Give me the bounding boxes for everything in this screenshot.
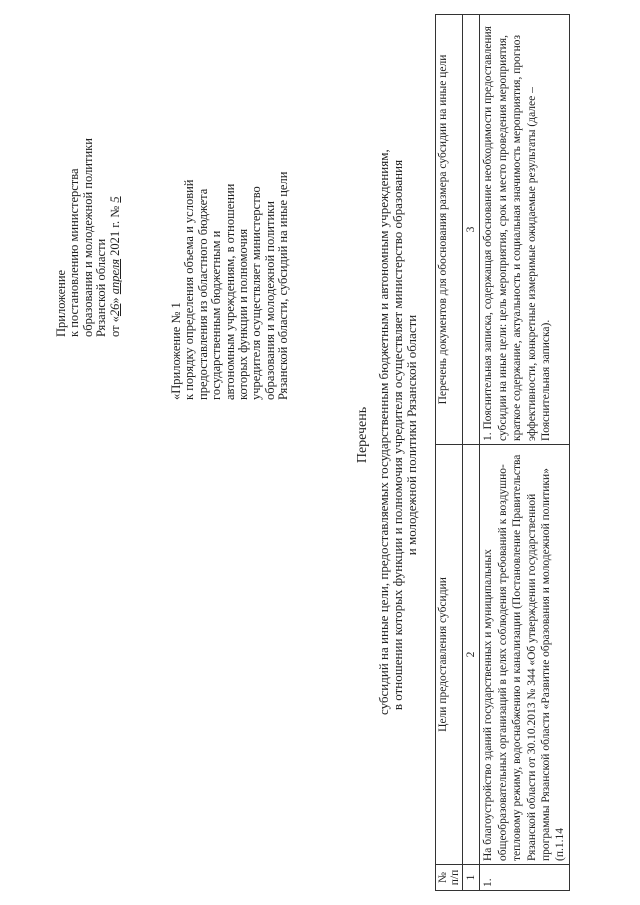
date-year: 2021 г. № — [107, 205, 122, 256]
date-mid: » — [107, 297, 122, 304]
date-day: 26 — [107, 303, 122, 317]
table-row — [480, 15, 569, 891]
annex-line: автономным учреждениям, в отношении — [222, 183, 237, 400]
annex-block — [170, 172, 291, 400]
date-prefix: от « — [107, 316, 122, 337]
heading-line: в отношении которых функции и полномочия учредителя осуществляет министерство образования — [390, 159, 405, 711]
table-colnum-row — [463, 15, 480, 891]
header-docs: Перечень документов для обоснования размера субсидии на иные цели — [436, 15, 463, 445]
annex-line: учредителя осуществляет министерство — [249, 186, 264, 400]
row-docs: 1. Пояснительная записка, содержащая обоснование необходимости предоставления субсидии на иные цели: цель мероприятия, срок и место проведения мероприятия, краткое содержание, актуальность и социальная значимость мероприятия, прогноз эффективности, конкретные измеримые ожидаемые результаты (далее – Пояснительная записка). — [480, 15, 569, 445]
appendix-line: Рязанской области — [94, 238, 109, 337]
date-number: 5 — [107, 196, 122, 203]
annex-line: образования и молодежной политики — [262, 201, 277, 400]
appendix-line: образования и молодежной политики — [80, 138, 95, 337]
document-heading — [355, 149, 419, 715]
header-num: № п/п — [436, 865, 463, 891]
date-month: апреля — [107, 258, 122, 295]
table-header-row — [436, 15, 463, 891]
annex-line: государственным бюджетным и — [209, 230, 224, 400]
annex-line: предоставления из областного бюджета — [195, 188, 210, 400]
annex-line: «Приложение № 1 — [169, 302, 183, 400]
annex-line: к порядку определения объема и условий — [182, 179, 197, 400]
row-num: 1. — [480, 865, 569, 891]
header-goal: Цели предоставления субсидии — [436, 445, 463, 865]
annex-line: которых функции и полномочия — [236, 228, 251, 400]
heading-line: и молодежной политики Рязанской области — [404, 314, 419, 556]
row-goal: На благоустройство зданий государственных и муниципальных общеобразовательных организаций в целях соблюдения требований к воздушно-тепловому режиму, водоснабжению и канализации (Постановление Правительства Рязанской области от 30.10.2013 № 344 «Об утверждении государственной программы Рязанской области «Развитие образования и молодежной политики» (п.1.14 — [480, 445, 569, 865]
heading-title: Перечень — [355, 406, 370, 464]
appendix-date-line — [109, 138, 122, 337]
heading-line: субсидий на иные цели, предоставляемых государственным бюджетным и автономным учреждениям, — [376, 149, 391, 715]
colnum-3: 3 — [463, 15, 480, 445]
annex-line: Рязанской области, субсидий на иные цели — [276, 171, 291, 400]
appendix-block — [55, 138, 122, 337]
subsidy-table — [435, 14, 570, 891]
appendix-line: к постановлению министерства — [67, 168, 82, 337]
colnum-2: 2 — [463, 445, 480, 865]
appendix-line: Приложение — [54, 269, 68, 337]
colnum-1: 1 — [463, 865, 480, 891]
